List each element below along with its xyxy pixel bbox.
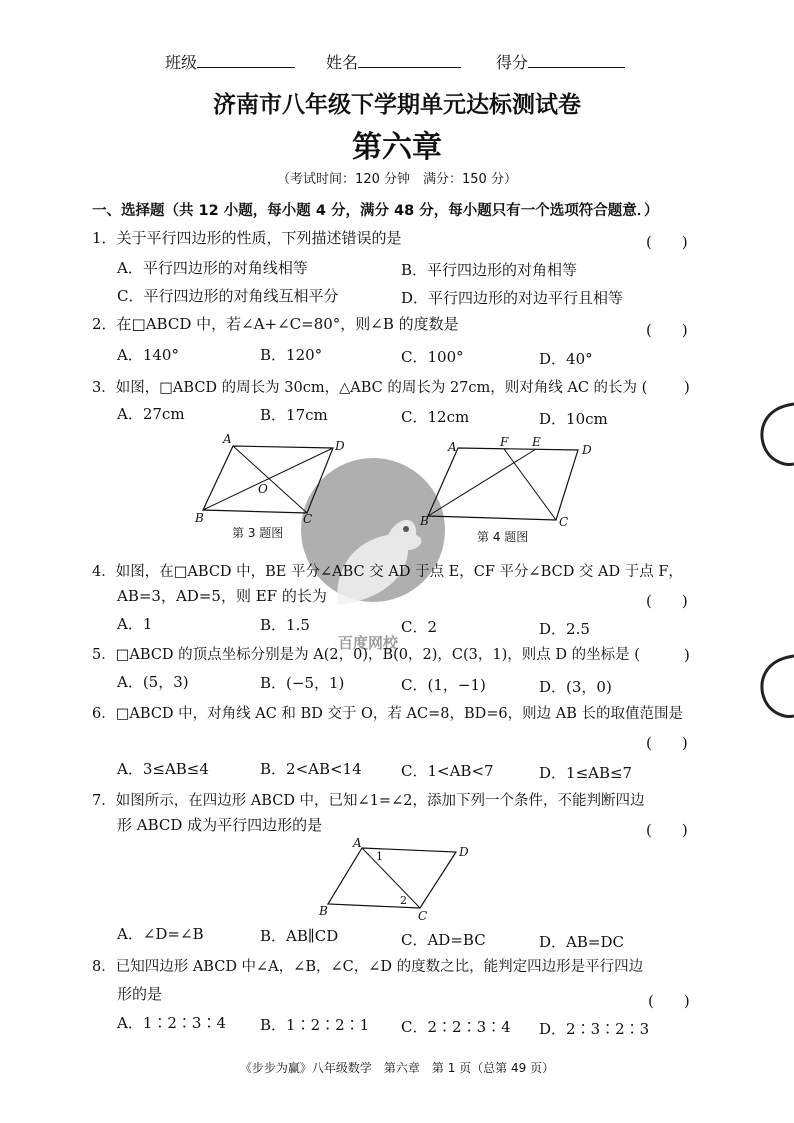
q1-option-a: A．平行四边形的对角线相等 — [117, 259, 308, 277]
question-4-stem-2: AB=3，AD=5，则 EF 的长为 — [117, 587, 327, 605]
fig3-diagonal-bd — [203, 448, 333, 510]
name-label: 姓名 — [326, 53, 359, 72]
page-footer: 《步步为赢》八年级数学 第六章 第 1 页（总第 49 页） — [239, 1061, 555, 1075]
fig7-quadrilateral — [328, 848, 456, 908]
q3-option-a: A．27cm — [117, 405, 185, 423]
answer-paren-4: ( ) — [646, 592, 688, 610]
class-field — [165, 50, 295, 73]
score-field — [496, 50, 625, 73]
fig7-label-d: D — [459, 845, 469, 859]
fig4-label-e: E — [532, 435, 541, 449]
figure-3 — [195, 430, 355, 525]
question-4-stem: 4．如图，在□ABCD 中，BE 平分∠ABC 交 AD 于点 E，CF 平分∠BCD 交 AD 于点 F， — [92, 564, 683, 580]
class-label: 班级 — [165, 53, 198, 72]
fig4-segment-cf — [504, 449, 556, 520]
figure-7 — [316, 836, 486, 922]
fig3-diagonal-ac — [233, 446, 307, 513]
q6-option-d: D．1≤AB≤7 — [539, 764, 633, 782]
q2-option-b: B．120° — [260, 346, 323, 364]
q5-option-d: D．(3，0) — [539, 678, 612, 696]
q7-option-a: A．∠D=∠B — [117, 925, 204, 943]
fig7-diagonal-ac — [362, 848, 420, 908]
question-2-stem: 2．在□ABCD 中，若∠A+∠C=80°，则∠B 的度数是 — [92, 315, 459, 333]
fig7-label-c: C — [418, 909, 428, 922]
answer-paren-2: ( ) — [646, 321, 688, 339]
name-blank — [358, 53, 461, 68]
q8-option-c: C．2∶2∶3∶4 — [401, 1018, 511, 1036]
fig4-label-f: F — [500, 435, 509, 449]
q8-option-d: D．2∶3∶2∶3 — [539, 1020, 650, 1038]
watermark-text: 百度网校 — [338, 634, 399, 652]
q8-option-a: A．1∶2∶3∶4 — [117, 1014, 227, 1032]
q3-option-c: C．12cm — [401, 408, 470, 426]
fig7-label-b: B — [319, 904, 328, 918]
fig4-label-b: B — [420, 514, 429, 528]
q1-option-b: B．平行四边形的对角相等 — [401, 261, 578, 279]
fig4-label-d: D — [582, 443, 592, 457]
answer-paren-6: ( ) — [646, 734, 688, 752]
q1-option-c: C．平行四边形的对角线互相平分 — [117, 287, 339, 305]
q6-option-c: C．1<AB<7 — [401, 762, 494, 780]
score-label: 得分 — [496, 53, 529, 72]
watermark-bird-eye — [403, 526, 409, 532]
q6-option-a: A．3≤AB≤4 — [117, 760, 209, 778]
q5-option-b: B．(−5，1) — [260, 674, 345, 692]
fig7-angle-1: 1 — [376, 850, 383, 863]
figure-3-caption: 第 3 题图 — [232, 526, 284, 540]
question-1-stem: 1．关于平行四边形的性质，下列描述错误的是 — [92, 229, 402, 247]
score-blank — [528, 53, 625, 68]
chapter-title: 第六章 — [352, 130, 442, 165]
binding-hole-top — [756, 400, 794, 470]
q8-option-b: B．1∶2∶2∶1 — [260, 1016, 370, 1034]
question-8-stem: 8．已知四边形 ABCD 中∠A，∠B，∠C，∠D 的度数之比，能判定四边形是平行四边 — [92, 959, 644, 975]
fig3-label-a: A — [223, 432, 232, 446]
q4-option-d: D．2.5 — [539, 620, 590, 638]
question-5-stem: 5．□ABCD 的顶点坐标分别是为 A(2，0)，B(0，2)，C(3，1)，则点 D 的坐标是 ( — [92, 647, 640, 663]
fig7-angle-2: 2 — [400, 894, 407, 907]
q2-option-d: D．40° — [539, 350, 593, 368]
fig4-parallelogram — [428, 448, 578, 520]
question-8-stem-2: 形的是 — [117, 985, 163, 1003]
binding-hole-bottom — [756, 652, 794, 722]
q7-option-d: D．AB=DC — [539, 933, 624, 951]
fig3-label-b: B — [195, 511, 204, 525]
question-7-stem: 7．如图所示，在四边形 ABCD 中，已知∠1=∠2，添加下列一个条件，不能判断四边 — [92, 793, 645, 809]
fig3-label-o: O — [258, 482, 268, 496]
fig4-label-a: A — [448, 440, 457, 454]
q7-option-b: B．AB∥CD — [260, 927, 339, 945]
q5-option-a: A．(5，3) — [117, 673, 189, 691]
question-3-stem: 3．如图，□ABCD 的周长为 30cm，△ABC 的周长为 27cm，则对角线 AC 的长为 ( — [92, 380, 648, 396]
q5-option-c: C．(1，−1) — [401, 676, 486, 694]
q7-option-c: C．AD=BC — [401, 931, 486, 949]
answer-paren-7: ( ) — [646, 821, 688, 839]
class-blank — [197, 53, 295, 68]
q4-option-b: B．1.5 — [260, 616, 310, 634]
q4-option-a: A．1 — [117, 615, 153, 633]
fig4-label-c: C — [559, 515, 569, 529]
q3-option-d: D．10cm — [539, 410, 608, 428]
name-field — [326, 50, 461, 73]
q2-option-c: C．100° — [401, 348, 464, 366]
figure-4-caption: 第 4 题图 — [477, 530, 529, 544]
fig4-segment-be — [428, 449, 536, 516]
q6-option-b: B．2<AB<14 — [260, 760, 362, 778]
question-6-stem: 6．□ABCD 中，对角线 AC 和 BD 交于 O，若 AC=8，BD=6，则边 AB 长的取值范围是 — [92, 706, 683, 722]
page-title: 济南市八年级下学期单元达标测试卷 — [213, 92, 581, 118]
fig3-label-d: D — [335, 439, 345, 453]
answer-paren-3-tail: ) — [684, 378, 690, 396]
answer-paren-8: ( ) — [648, 992, 690, 1010]
q2-option-a: A．140° — [117, 346, 179, 364]
q1-option-d: D．平行四边形的对边平行且相等 — [401, 289, 624, 307]
q4-option-c: C．2 — [401, 618, 438, 636]
fig3-label-c: C — [303, 512, 313, 525]
section-heading: 一、选择题（共 12 小题，每小题 4 分，满分 48 分，每小题只有一个选项符合题意．） — [92, 203, 659, 219]
exam-info: （考试时间：120 分钟 满分：150 分） — [277, 172, 517, 187]
fig7-label-a: A — [353, 836, 362, 850]
figure-4 — [418, 434, 598, 529]
answer-paren-1: ( ) — [646, 233, 688, 251]
q3-option-b: B．17cm — [260, 406, 328, 424]
answer-paren-5-tail: ) — [684, 646, 690, 664]
question-7-stem-2: 形 ABCD 成为平行四边形的是 — [117, 816, 323, 834]
